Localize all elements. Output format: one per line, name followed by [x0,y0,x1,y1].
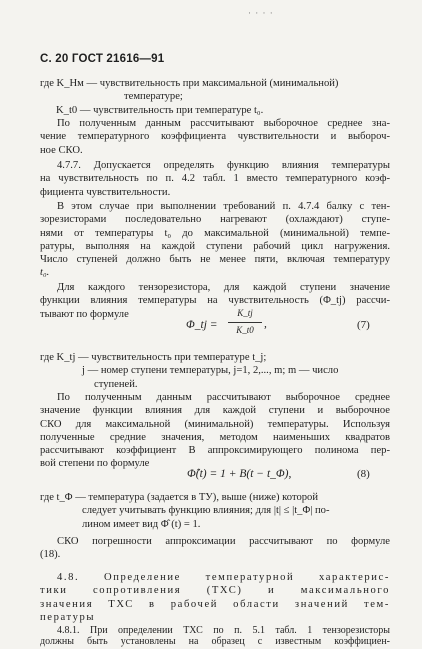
definitions-block-1 [40,77,390,117]
definition-line: ступеней. [94,378,138,390]
definition-line: лином имеет вид Φ̂ (t) = 1. [82,518,201,530]
fraction-bar [228,322,262,323]
text-line: 4.8. Определение температурной характерис- [57,572,390,583]
text-line: нями от температуры t₀ до максимальной (минимальной) темпе- [40,227,390,239]
definition-line: следует учитывать функцию влияния; для |t| ≤ |t_Φ| по- [82,505,330,517]
definition-line: где K_Hм — чувствительность при максимальной (минимальной) [40,78,339,89]
definition-line: j — номер ступени температуры, j=1, 2,..., m; m — число [82,365,339,377]
paragraph [40,391,390,471]
equation-number-7: (7) [357,319,370,331]
text-line: должны быть установлены на образец с известным коэффициен- [40,635,390,647]
paragraph-4-7-7 [40,159,390,199]
text-line: функции влияния температуры на чувствительность (Φ_tj) рассчи- [40,295,390,307]
text-line: 4.8.1. При определении ТХС по п. 5.1 табл. 1 тензорезисторы [57,625,390,636]
text-line: (18). [40,549,61,561]
text-line: полученные средние значения, методом наименьших квадратов [40,431,390,443]
text-line: значения ТХС в рабочей области значений тем- [40,598,390,610]
text-line: значение функции влияния для каждой ступени и выборочное [40,405,390,417]
text-line: В этом случае при выполнении требований п. 4.7.4 балку с тен- [57,201,390,212]
page-header: С. 20 ГОСТ 21616—91 [40,53,165,65]
definition-line: где K_tj — чувствительность при температуре t_j; [40,352,267,363]
paragraph [40,117,390,157]
definitions-block-3 [40,491,390,531]
definition-line: температуре; [124,91,183,103]
text-line: чение температурного коэффициента чувствительности и выбороч- [40,131,390,143]
text-line: тики сопротивления (ТХС) и максимального [40,585,390,597]
text-line: СКО погрешности аппроксимации рассчитывают по формуле [57,536,390,547]
text-line: на чувствительность по п. 4.2 табл. 1 вместо температурного коэф- [40,173,390,185]
text-line: Для каждого тензорезистора, для каждой ступени значение [57,282,390,293]
text-line: ное СКО. [40,144,83,156]
formula-7-comma: , [264,318,267,330]
formula-7-lhs: Φ_tj = [186,319,218,331]
definition-line: где t_Φ — температура (задается в ТУ), выше (ниже) которой [40,492,319,503]
definitions-block-2 [40,351,390,391]
text-line: вой степени по формуле [40,458,150,470]
paragraph [40,200,390,280]
text-line: Число ступеней должно быть не менее пяти, включая температуру [40,254,390,266]
text-line: зорезисторами последовательно нагревают (охлаждают) ступе- [40,214,390,226]
paragraph [40,535,390,562]
text-line: По полученным данным рассчитывают выборочное среднее зна- [57,118,390,129]
top-mark: · · · · [248,8,274,18]
formula-8: Φ̂(t) = 1 + B(t − t_Φ), [187,468,292,480]
definition-line: K_t0 — чувствительность при температуре t₀. [56,104,264,116]
text-line: рассчитывают коэффициент B аппроксимирующего полинома пер- [40,445,390,457]
paragraph-4-8-1 [40,626,390,647]
text-line: пературы [40,611,96,623]
section-heading-4-8 [40,571,390,624]
text-line: ратуры, выполняя на каждой ступени рабочий цикл нагружения. [40,240,390,252]
equation-number-8: (8) [357,468,370,480]
text-line: тывают по формуле [40,308,129,320]
text-line: фициента чувствительности. [40,186,171,198]
paragraph [40,281,390,321]
text-line: t₀. [40,267,50,279]
formula-7-numerator: K_tj [237,308,253,318]
text-line: По полученным данным рассчитывают выборочное среднее [57,392,390,403]
formula-7-denominator: K_t0 [236,325,254,335]
text-line: 4.7.7. Допускается определять функцию влияния температуры [57,160,390,171]
text-line: СКО для максимальной (минимальной) температуры. Используя [40,418,390,430]
